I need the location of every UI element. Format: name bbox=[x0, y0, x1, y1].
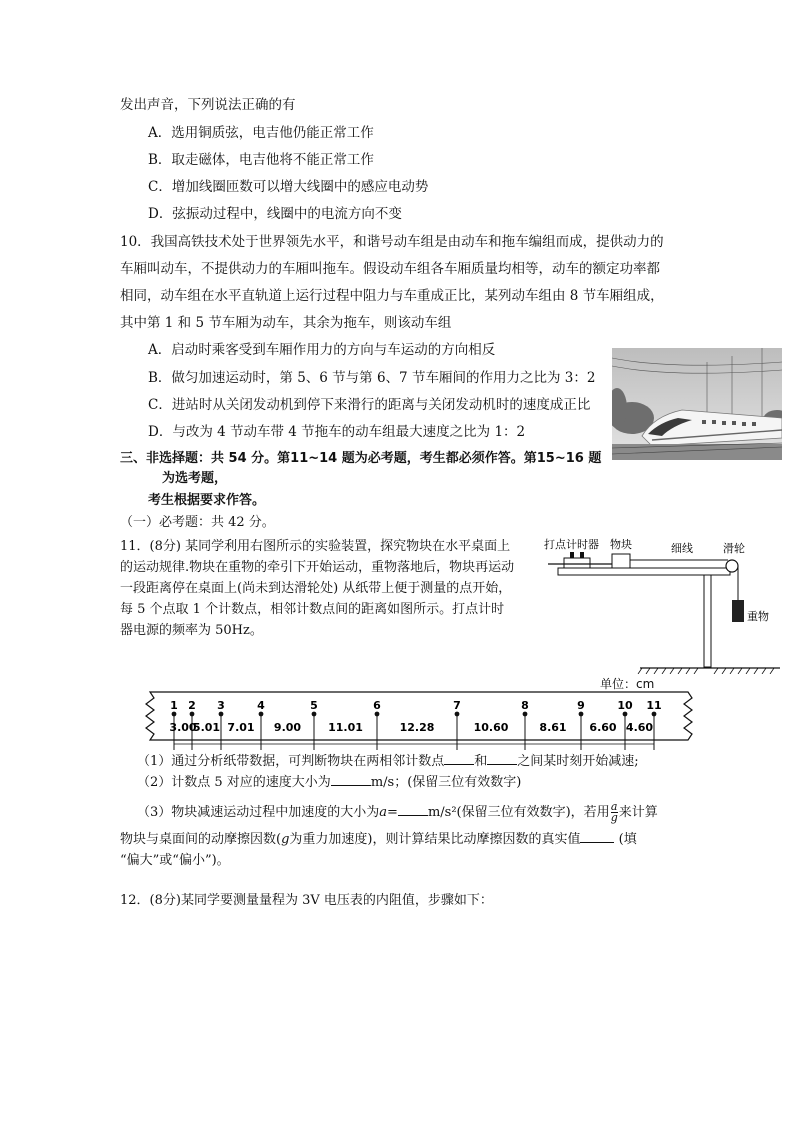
tape-point-label: 5 bbox=[310, 699, 318, 712]
tape-point-label: 3 bbox=[217, 699, 225, 712]
section-three-line-3: 考生根据要求作答。 bbox=[148, 493, 266, 508]
string-label: 细线 bbox=[671, 542, 693, 555]
q11-sub3-line2-text-a: 物块与桌面间的动摩擦因数( bbox=[120, 832, 282, 847]
tape-segment-label: 12.28 bbox=[399, 721, 435, 734]
tape-point-label: 7 bbox=[453, 699, 461, 712]
block-icon bbox=[612, 554, 630, 568]
section-three-heading: 三、非选择题：共 54 分。第11~14 题为必考题，考生都必须作答。第15~16 题 bbox=[120, 451, 602, 466]
tape-segment-label: 11.01 bbox=[328, 721, 363, 734]
q9-option-b: B．取走磁体，电吉他将不能正常工作 bbox=[148, 152, 374, 168]
q11-line-3: 一段距离停在桌面上(尚未到达滑轮处) 从纸带上便于测量的点开始， bbox=[120, 581, 512, 596]
q9-option-a: A．选用铜质弦，电吉他仍能正常工作 bbox=[148, 125, 374, 141]
fraction-denominator: g bbox=[610, 811, 618, 824]
tape-point-label: 9 bbox=[577, 699, 585, 712]
timer-icon bbox=[564, 558, 590, 568]
q10-line-3: 相同，动车组在水平直轨道上运行过程中阻力与车重成正比，某列动车组由 8 节车厢组成， bbox=[120, 288, 664, 304]
q11-sub1-text-b: 和 bbox=[474, 754, 488, 769]
tape-segment-label: 9.00 bbox=[273, 721, 302, 734]
q9-stem: 发出声音，下列说法正确的有 bbox=[120, 97, 296, 113]
tape-point-label: 6 bbox=[373, 699, 381, 712]
q11-sub3-text-d: 来计算 bbox=[618, 805, 658, 820]
tape-point-label: 10 bbox=[617, 699, 633, 712]
q11-sub3-blank[interactable] bbox=[398, 803, 428, 816]
q11-sub3-line-3: “偏大”或“偏小”)。 bbox=[120, 853, 230, 868]
q11-line-2: 的运动规律.物块在重物的牵引下开始运动，重物落地后，物块再运动 bbox=[120, 560, 515, 575]
q10-line-1: 10．我国高铁技术处于世界领先水平，和谐号动车组是由动车和拖车编组而成，提供动力的 bbox=[120, 234, 664, 250]
weight-icon bbox=[732, 600, 744, 622]
q11-sub2 bbox=[137, 773, 521, 792]
section-three-line-2: 为选考题， bbox=[162, 471, 228, 486]
q11-sub1-blank-1[interactable] bbox=[444, 752, 474, 765]
q11-sub3 bbox=[137, 802, 658, 823]
tape-segment-label: 3.00 bbox=[169, 721, 197, 734]
weight-label: 重物 bbox=[747, 610, 769, 623]
q11-sub3-line2-text-c: (填 bbox=[618, 832, 637, 847]
tape-point-label: 2 bbox=[188, 699, 196, 712]
table-top bbox=[558, 568, 730, 575]
q11-line-4: 每 5 个点取 1 个计数点，相邻计数点间的距离如图所示。打点计时 bbox=[120, 602, 505, 617]
tape-segment-label: 6.60 bbox=[589, 721, 617, 734]
q11-line-1: 11．(8分) 某同学利用右图所示的实验装置，探究物块在水平桌面上 bbox=[120, 539, 511, 554]
q11-sub1-text-c: 之间某时刻开始减速; bbox=[517, 754, 639, 769]
tape-point-label: 4 bbox=[257, 699, 265, 712]
block-label: 物块 bbox=[610, 538, 632, 551]
timer-label: 打点计时器 bbox=[544, 538, 599, 551]
q11-sub3-line-2 bbox=[120, 830, 637, 849]
tape-segment-label: 8.61 bbox=[539, 721, 567, 734]
tape-unit: 单位：cm bbox=[600, 677, 655, 691]
q10-option-a: A．启动时乘客受到车厢作用力的方向与车运动的方向相反 bbox=[148, 342, 496, 358]
q10-option-c: C．进站时从关闭发动机到停下来滑行的距离与关闭发动机时的速度成正比 bbox=[148, 397, 591, 413]
tape-segment-label: 10.60 bbox=[473, 721, 509, 734]
q11-sub1 bbox=[137, 752, 639, 771]
tape-point-label: 8 bbox=[521, 699, 529, 712]
q11-sub3-equals: = bbox=[387, 805, 398, 820]
q11-line-5: 器电源的频率为 50Hz。 bbox=[120, 623, 263, 638]
tape-point-label: 11 bbox=[646, 699, 662, 712]
pulley-label: 滑轮 bbox=[723, 542, 745, 555]
tape-segment-label: 7.01 bbox=[227, 721, 255, 734]
q11-sub3-line2-text-b: 为重力加速度)，则计算结果比动摩擦因数的真实值 bbox=[289, 832, 581, 847]
table-leg bbox=[704, 575, 711, 667]
a-over-g-fraction bbox=[611, 802, 618, 823]
high-speed-train-photo bbox=[612, 348, 782, 460]
q11-sub3-blank-2[interactable] bbox=[580, 830, 614, 843]
q10-option-b: B．做匀加速运动时，第 5、6 节与第 6、7 节车厢间的作用力之比为 3：2 bbox=[148, 370, 596, 386]
paper-tape-diagram bbox=[140, 690, 700, 756]
part-one-heading: （一）必考题：共 42 分。 bbox=[120, 515, 275, 530]
q11-sub2-text-b: m/s；(保留三位有效数字) bbox=[370, 775, 522, 790]
fraction-numerator: a bbox=[610, 800, 618, 813]
apparatus-diagram bbox=[540, 534, 790, 674]
q11-sub2-blank[interactable] bbox=[331, 773, 371, 786]
q9-option-d: D．弦振动过程中，线圈中的电流方向不变 bbox=[148, 206, 402, 222]
q9-option-c: C．增加线圈匝数可以增大线圈中的感应电动势 bbox=[148, 179, 429, 195]
q11-sub2-text-a: （2）计数点 5 对应的速度大小为 bbox=[137, 775, 331, 790]
q10-line-4: 其中第 1 和 5 节车厢为动车，其余为拖车，则该动车组 bbox=[120, 315, 452, 331]
q11-sub1-blank-2[interactable] bbox=[487, 752, 517, 765]
q11-sub3-text-c: m/s²(保留三位有效数字)，若用 bbox=[427, 805, 610, 820]
tape-point-label: 1 bbox=[170, 699, 178, 712]
q10-option-d: D．与改为 4 节动车带 4 节拖车的动车组最大速度之比为 1：2 bbox=[148, 424, 526, 440]
q12-line: 12．(8分)某同学要测量量程为 3V 电压表的内阻值，步骤如下： bbox=[120, 893, 493, 908]
q10-line-2: 车厢叫动车，不提供动力的车厢叫拖车。假设动车组各车厢质量均相等，动车的额定功率都 bbox=[120, 261, 660, 277]
q11-sub3-var-g: g bbox=[281, 832, 290, 847]
q11-sub3-text-a: （3）物块减速运动过程中加速度的大小为 bbox=[137, 805, 380, 820]
tape-segment-label: 5.01 bbox=[192, 721, 221, 734]
tape-segment-label: 4.60 bbox=[625, 721, 654, 734]
q11-sub1-text-a: （1）通过分析纸带数据，可判断物块在两相邻计数点 bbox=[137, 754, 445, 769]
pulley-icon bbox=[726, 560, 738, 572]
q11-sub3-var-a: a bbox=[379, 805, 388, 820]
